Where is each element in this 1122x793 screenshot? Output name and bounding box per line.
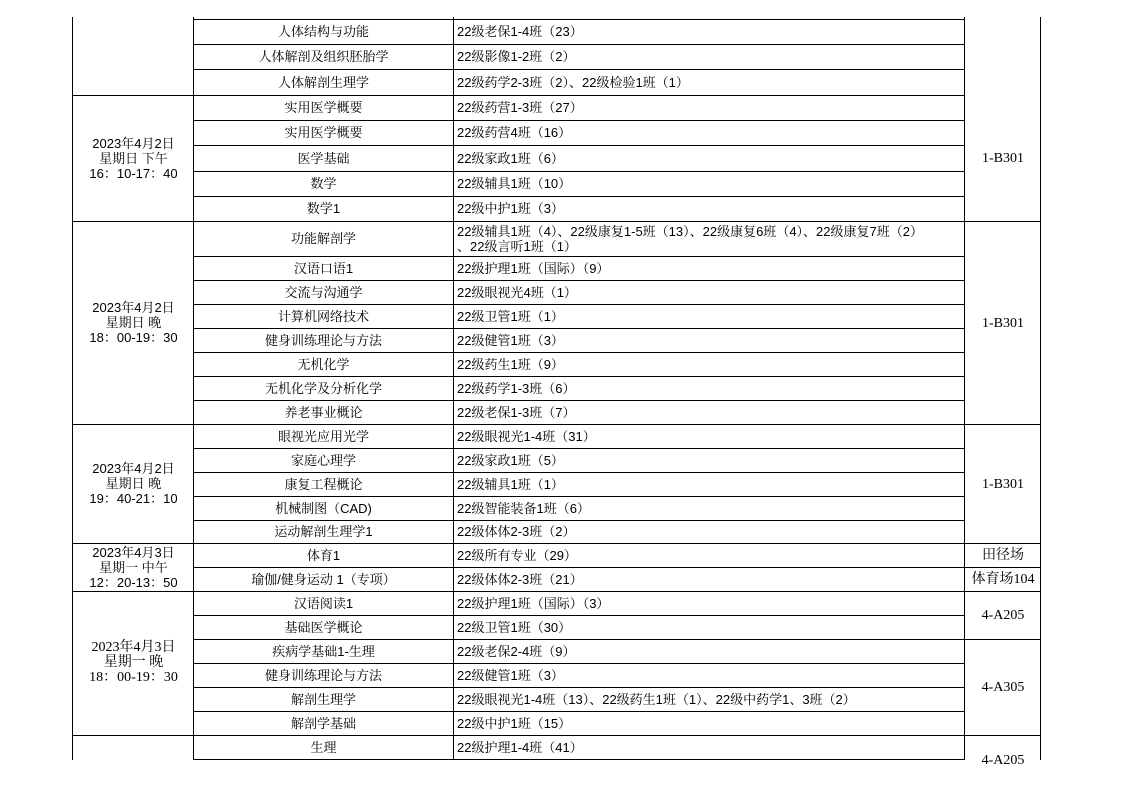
grid-line — [72, 735, 194, 736]
grid-line — [964, 567, 1041, 568]
grid-line — [72, 424, 194, 425]
class-cell: 22级眼视光1-4班（13）、22级药生1班（1）、22级中药学1、3班（2） — [457, 691, 856, 707]
time-cell: 2023年4月2日 星期日 下午 16：10-17：40 — [89, 135, 178, 181]
grid-line — [72, 221, 194, 222]
course-cell: 计算机网络技术 — [277, 308, 369, 324]
grid-line — [193, 400, 965, 401]
class-cell: 22级护理1-4班（41） — [457, 739, 583, 755]
grid-line — [193, 44, 965, 45]
course-cell: 解剖学基础 — [290, 715, 356, 731]
grid-line — [193, 448, 965, 449]
grid-line — [193, 256, 965, 257]
grid-line — [193, 145, 965, 146]
grid-line — [193, 687, 965, 688]
grid-line — [72, 17, 73, 760]
course-cell: 养老事业概论 — [284, 404, 363, 420]
class-cell: 22级中护1班（3） — [457, 201, 564, 216]
course-cell: 健身训练理论与方法 — [264, 332, 382, 348]
grid-line — [193, 95, 965, 96]
grid-line — [193, 520, 965, 521]
class-cell: 22级卫管1班（1） — [457, 308, 564, 324]
class-cell: 22级体体2-3班（2） — [457, 524, 576, 539]
grid-line — [1040, 17, 1041, 760]
grid-line — [964, 735, 1041, 736]
room-cell: 田径场 — [982, 547, 1024, 563]
course-cell: 功能解剖学 — [290, 231, 356, 246]
course-cell: 生理 — [310, 739, 337, 755]
course-cell: 基础医学概论 — [284, 619, 363, 635]
class-cell: 22级药营1-3班（27） — [457, 100, 583, 115]
class-cell: 22级眼视光4班（1） — [457, 284, 577, 300]
grid-line — [193, 639, 965, 640]
class-cell: 22级所有专业（29） — [457, 547, 577, 563]
grid-line — [193, 735, 965, 736]
grid-line — [193, 120, 965, 121]
room-cell: 体育场104 — [971, 571, 1035, 587]
grid-line — [964, 17, 965, 760]
grid-line — [193, 376, 965, 377]
grid-line — [193, 543, 965, 544]
grid-line — [193, 424, 965, 425]
grid-line — [193, 352, 965, 353]
grid-line — [193, 328, 965, 329]
course-cell: 康复工程概论 — [284, 476, 363, 492]
course-cell: 体育1 — [306, 547, 341, 563]
grid-line — [193, 69, 965, 70]
course-cell: 人体解剖及组织胚胎学 — [258, 49, 389, 64]
grid-line — [193, 280, 965, 281]
class-cell: 22级影像1-2班（2） — [457, 49, 576, 64]
course-cell: 数学 — [310, 176, 337, 191]
room-cell: 1-B301 — [982, 150, 1024, 166]
course-cell: 实用医学概要 — [284, 100, 363, 115]
course-cell: 解剖生理学 — [290, 691, 356, 707]
grid-line — [193, 759, 965, 760]
course-cell: 人体解剖生理学 — [277, 74, 369, 90]
grid-line — [193, 17, 194, 760]
class-cell: 22级老保1-3班（7） — [457, 404, 576, 420]
class-cell: 22级药生1班（9） — [457, 356, 564, 372]
grid-line — [964, 221, 1041, 222]
room-cell: 4-A205 — [981, 607, 1025, 623]
class-cell: 22级家政1班（5） — [457, 452, 564, 468]
grid-line — [193, 496, 965, 497]
room-cell: 4-A305 — [981, 679, 1025, 695]
course-cell: 医学基础 — [297, 150, 350, 166]
course-cell: 机械制图（CAD) — [275, 500, 372, 516]
grid-line — [193, 221, 965, 222]
time-cell: 2023年4月2日 星期日 晚 19：40-21：10 — [89, 460, 178, 506]
time-cell: 2023年4月2日 星期日 晚 18：00-19：30 — [89, 299, 178, 345]
class-cell: 22级智能装备1班（6） — [457, 500, 590, 516]
course-cell: 汉语阅读1 — [293, 595, 354, 611]
course-cell: 无机化学及分析化学 — [264, 380, 382, 396]
room-cell: 1-B301 — [982, 315, 1024, 331]
class-cell: 22级辅具1班（10） — [457, 176, 572, 191]
grid-line — [193, 472, 965, 473]
grid-line — [72, 543, 194, 544]
class-cell: 22级护理1班（国际）（3） — [457, 595, 610, 611]
course-cell: 实用医学概要 — [284, 125, 363, 140]
class-cell: 22级中护1班（15） — [457, 715, 572, 731]
grid-line — [453, 17, 454, 760]
course-cell: 瑜伽/健身运动 1（专项） — [251, 571, 396, 587]
grid-line — [72, 591, 194, 592]
class-cell: 22级体体2-3班（21） — [457, 571, 583, 587]
class-cell: 22级卫管1班（30） — [457, 619, 572, 635]
class-cell: 22级辅具1班（1） — [457, 476, 564, 492]
grid-line — [193, 615, 965, 616]
class-cell: 22级老保1-4班（23） — [457, 24, 583, 39]
class-cell: 22级老保2-4班（9） — [457, 643, 576, 659]
course-cell: 眼视光应用光学 — [277, 428, 369, 444]
grid-line — [193, 19, 965, 20]
grid-line — [193, 304, 965, 305]
grid-line — [72, 95, 194, 96]
class-cell: 22级药营4班（16） — [457, 125, 572, 140]
class-cell: 22级药学2-3班（2）、22级检验1班（1） — [457, 74, 689, 90]
grid-line — [964, 639, 1041, 640]
class-cell: 22级辅具1班（4）、22级康复1-5班（13）、22级康复6班（4）、22级康复7班（2） 、22级言听1班（1） — [457, 223, 923, 254]
class-cell: 22级护理1班（国际）（9） — [457, 260, 610, 276]
grid-line — [193, 196, 965, 197]
time-cell: 2023年4月3日 星期一 晚 18：00-19：30 — [89, 639, 178, 685]
room-cell: 4-A205 — [981, 752, 1025, 768]
grid-line — [193, 567, 965, 568]
class-cell: 22级家政1班（6） — [457, 150, 564, 166]
course-cell: 交流与沟通学 — [284, 284, 363, 300]
grid-line — [964, 591, 1041, 592]
room-cell: 1-B301 — [982, 476, 1024, 492]
course-cell: 数学1 — [306, 201, 341, 216]
course-cell: 疾病学基础1-生理 — [272, 643, 375, 659]
grid-line — [193, 171, 965, 172]
grid-line — [193, 711, 965, 712]
course-cell: 人体结构与功能 — [277, 24, 369, 39]
class-cell: 22级药学1-3班（6） — [457, 380, 576, 396]
grid-line — [193, 663, 965, 664]
grid-line — [964, 424, 1041, 425]
time-cell: 2023年4月3日 星期一 中午 12：20-13：50 — [89, 544, 178, 590]
course-cell: 健身训练理论与方法 — [264, 667, 382, 683]
class-cell: 22级健管1班（3） — [457, 667, 564, 683]
course-cell: 汉语口语1 — [293, 260, 354, 276]
course-cell: 无机化学 — [297, 356, 350, 372]
grid-line — [193, 591, 965, 592]
course-cell: 运动解剖生理学1 — [274, 524, 373, 539]
class-cell: 22级眼视光1-4班（31） — [457, 428, 596, 444]
course-cell: 家庭心理学 — [290, 452, 356, 468]
grid-line — [964, 543, 1041, 544]
class-cell: 22级健管1班（3） — [457, 332, 564, 348]
